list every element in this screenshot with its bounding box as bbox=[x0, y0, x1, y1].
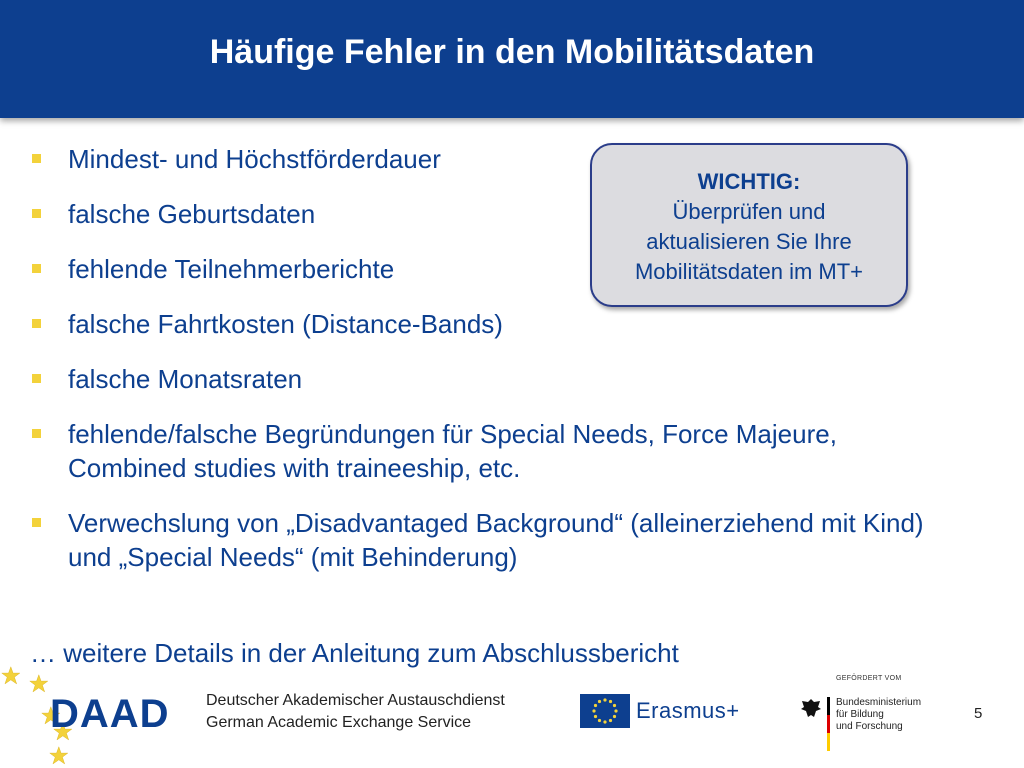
bullet-text: falsche Monatsraten bbox=[68, 364, 303, 394]
slide-title: Häufige Fehler in den Mobilitätsdaten bbox=[209, 33, 815, 71]
bullet-square-icon bbox=[32, 319, 41, 328]
more-details-text: … weitere Details in der Anleitung zum Abschlussbericht bbox=[30, 638, 679, 668]
list-item bbox=[30, 362, 950, 396]
list-item bbox=[30, 417, 950, 485]
note-line-1: Überprüfen und bbox=[672, 199, 826, 224]
bullet-text: fehlende/falsche Begründungen für Special Needs, Force Majeure, Combined studies with traineeship, etc. bbox=[68, 419, 837, 483]
daad-name-en: German Academic Exchange Service bbox=[206, 714, 472, 731]
daad-logo: DAAD bbox=[50, 692, 170, 736]
bullet-square-icon bbox=[32, 154, 41, 163]
bmbf-supported-label: GEFÖRDERT VOM bbox=[836, 675, 902, 682]
eu-flag-icon bbox=[580, 694, 630, 728]
slide-header bbox=[0, 0, 1024, 118]
bullet-square-icon bbox=[32, 518, 41, 527]
bullet-square-icon bbox=[32, 429, 41, 438]
list-item bbox=[30, 307, 950, 341]
bmbf-line-3: und Forschung bbox=[836, 721, 903, 732]
bullet-text: fehlende Teilnehmerberichte bbox=[68, 254, 395, 284]
bmbf-logo bbox=[800, 675, 940, 755]
bullet-text: falsche Geburtsdaten bbox=[68, 199, 316, 229]
daad-name-de: Deutscher Akademischer Austauschdienst bbox=[206, 692, 505, 709]
bmbf-line-1: Bundesministerium bbox=[836, 697, 922, 708]
note-line-2: aktualisieren Sie Ihre bbox=[646, 229, 852, 254]
slide-footer bbox=[0, 665, 1024, 768]
bullet-text: Mindest- und Höchstförderdauer bbox=[68, 144, 441, 174]
bullet-text: falsche Fahrtkosten (Distance-Bands) bbox=[68, 309, 503, 339]
bullet-text: Verwechslung von „Disadvantaged Background“ (alleinerziehend mit Kind) und „Special Needs“ (mit Behinderung) bbox=[68, 508, 924, 572]
daad-organization-name bbox=[206, 690, 505, 734]
important-note-box bbox=[590, 143, 908, 307]
bmbf-ministry-name bbox=[836, 697, 921, 733]
erasmus-logo bbox=[580, 693, 740, 729]
bmbf-line-2: für Bildung bbox=[836, 709, 884, 720]
page-number: 5 bbox=[974, 705, 983, 722]
flag-stripe bbox=[827, 697, 830, 751]
federal-eagle-icon bbox=[800, 697, 822, 721]
bullet-square-icon bbox=[32, 264, 41, 273]
note-line-3: Mobilitätsdaten im MT+ bbox=[634, 259, 864, 284]
list-item bbox=[30, 506, 950, 574]
note-title: WICHTIG: bbox=[697, 169, 801, 194]
bullet-square-icon bbox=[32, 374, 41, 383]
erasmus-label: Erasmus+ bbox=[636, 698, 740, 723]
bullet-square-icon bbox=[32, 209, 41, 218]
